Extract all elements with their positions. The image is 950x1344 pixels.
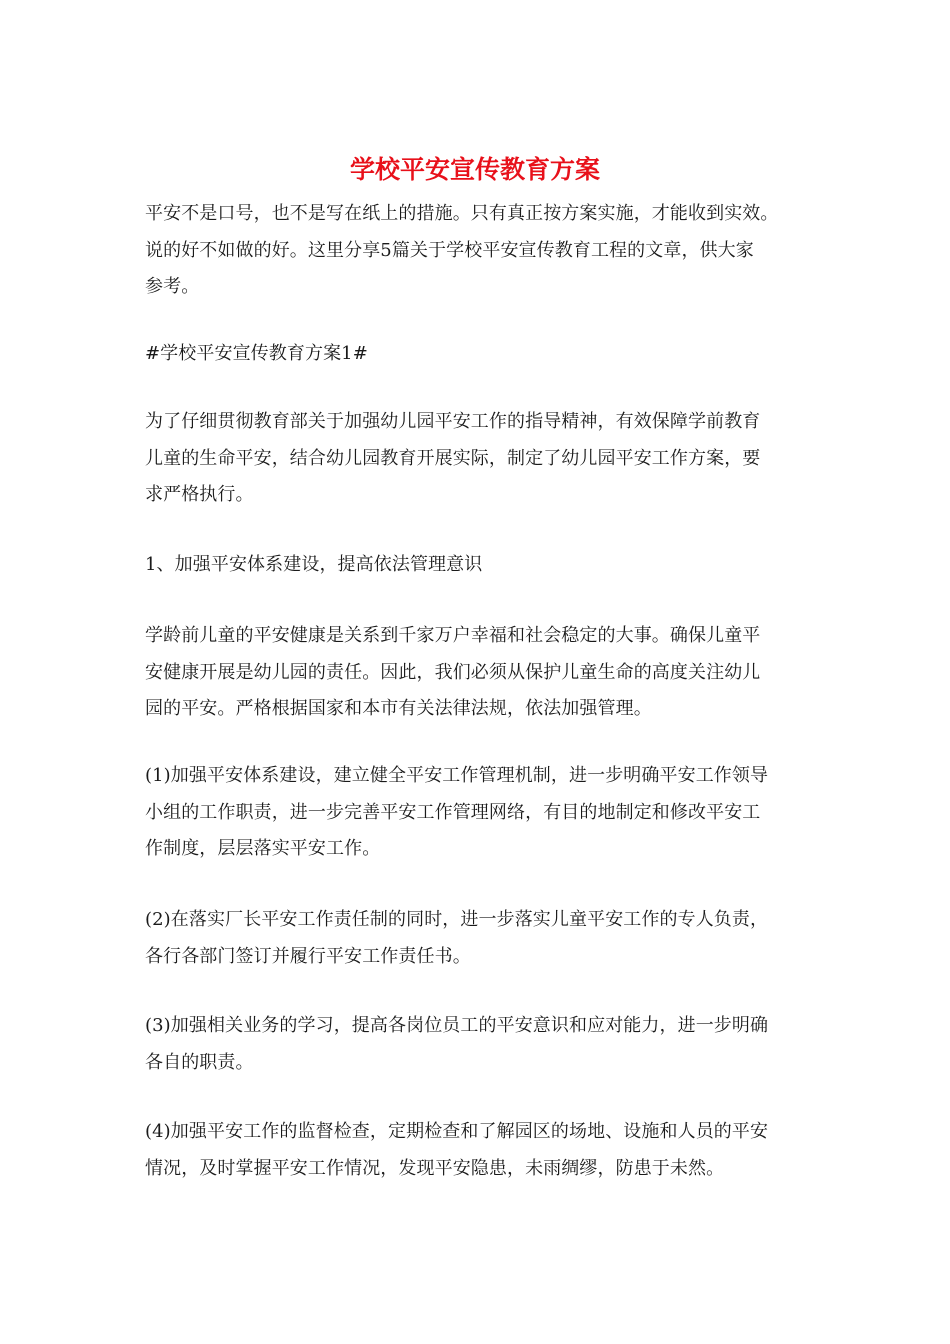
- paragraph-line: (2)在落实厂长平安工作责任制的同时，进一步落实儿童平安工作的专人负责，: [145, 909, 769, 930]
- paragraph-line: 各行各部门签订并履行平安工作责任书。: [145, 945, 471, 967]
- section-heading-text: #学校平安宣传教育方案1#: [145, 343, 368, 364]
- paragraph-line: 情况，及时掌握平安工作情况，发现平安隐患，未雨绸缪，防患于未然。: [145, 1157, 725, 1179]
- paragraph-2: [145, 618, 813, 728]
- paragraph-line: 儿童的生命平安，结合幼儿园教育开展实际，制定了幼儿园平安工作方案，要: [145, 447, 761, 469]
- intro-line: 说的好不如做的好。这里分享5篇关于学校平安宣传教育工程的文章，供大家: [145, 239, 754, 261]
- point-1: [145, 758, 813, 868]
- intro-line: 参考。: [145, 276, 200, 297]
- paragraph-line: (4)加强平安工作的监督检查，定期检查和了解园区的场地、设施和人员的平安: [145, 1121, 769, 1142]
- intro-line: 平安不是口号，也不是写在纸上的措施。只有真正按方案实施，才能收到实效。: [145, 203, 779, 224]
- paragraph-line: 作制度，层层落实平安工作。: [145, 838, 381, 859]
- point-4: [145, 1114, 813, 1187]
- paragraph-line: (1)加强平安体系建设，建立健全平安工作管理机制，进一步明确平安工作领导: [145, 765, 769, 786]
- paragraph-line: 为了仔细贯彻教育部关于加强幼儿园平安工作的指导精神，有效保障学前教育: [145, 411, 761, 432]
- item-1-heading: [145, 547, 813, 584]
- paragraph-1: [145, 404, 813, 514]
- paragraph-line: (3)加强相关业务的学习，提高各岗位员工的平安意识和应对能力，进一步明确: [145, 1015, 769, 1036]
- paragraph-line: 小组的工作职责，进一步完善平安工作管理网络，有目的地制定和修改平安工: [145, 801, 761, 823]
- point-3: [145, 1008, 813, 1081]
- paragraph-line: 安健康开展是幼儿园的责任。因此，我们必须从保护儿童生命的高度关注幼儿: [145, 661, 761, 683]
- intro-paragraph: [145, 196, 813, 306]
- point-2: [145, 902, 813, 975]
- document-title: 学校平安宣传教育方案: [349, 155, 600, 184]
- paragraph-line: 各自的职责。: [145, 1051, 254, 1073]
- paragraph-line: 学龄前儿童的平安健康是关系到千家万户幸福和社会稳定的大事。确保儿童平: [145, 625, 761, 646]
- paragraph-line: 园的平安。严格根据国家和本市有关法律法规，依法加强管理。: [145, 698, 652, 719]
- item-heading-text: 1、加强平安体系建设，提高依法管理意识: [145, 554, 483, 575]
- paragraph-line: 求严格执行。: [145, 484, 254, 505]
- section-heading: [145, 336, 813, 373]
